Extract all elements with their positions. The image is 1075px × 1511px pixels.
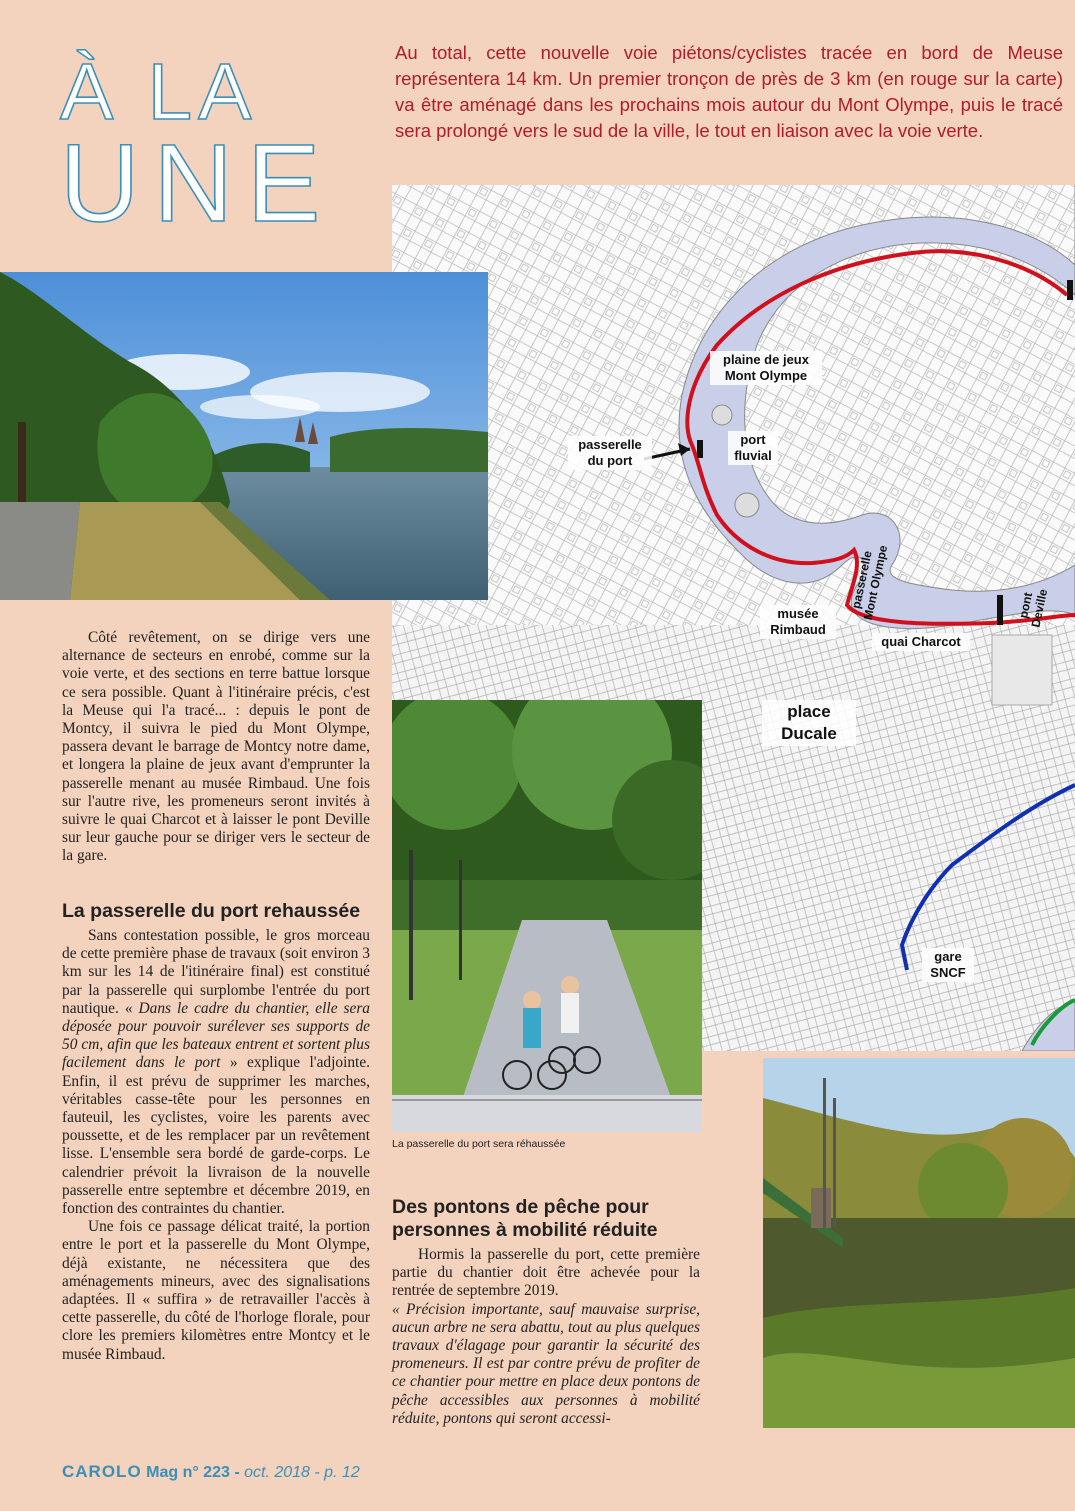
label-pont-deville: pont Deville [1016,587,1051,629]
bridge-marker [1067,280,1073,300]
paragraph: Une fois ce passage délicat traité, la portion entre le port et la passerelle du Mont Olympe, déjà existante, ne nécessitera que des aménagements mineurs, avec des signalisations adaptées. Il « suffira » de retravailler l'accès à cette passerelle, du côté de l'horloge florale, pour clore les premiers kilomètres entre Montcy et le musée Rimbaud. [62,1218,370,1363]
bridge-marker [997,595,1003,625]
text-span: » explique l'adjointe. Enfin, il est prévu de supprimer les marches, véritables casse-tête pour les personnes en fauteuil, les cyclistes, voire les parents avec poussette, et de les remplacer par un revêtement lisse. L'ensemble sera bordé de garde-corps. Le calendrier prévoit la livraison de la nouvelle passerelle entre septembre et décembre 2019, en fonction des contraintes du chantier. [62,1054,370,1218]
photo-passerelle-path [392,700,702,1132]
label-gare-sncf: gare SNCF [922,948,974,982]
section-heading-pontons: Des pontons de pêche pour personnes à mobilité réduite [392,1196,658,1241]
text-span: Sans contestation possible, le gros morceau de cette première phase de travaux (soit environ 3 km sur les 14 de l'itinéraire final) est constitué par la passerelle qui surplombe l'entrée du port nautique. « [62,927,370,1017]
article-column-3 [392,1196,700,1428]
label-place-ducale: place Ducale [762,700,856,746]
footer-brand: CAROLO [62,1462,142,1481]
photo-riverbank [0,272,488,600]
article-column-1 [62,629,370,866]
label-plaine-de-jeux: plaine de jeux Mont Olympe [710,351,822,385]
paragraph: Hormis la passerelle du port, cette première partie du chantier doit être achevée pour la rentrée de septembre 2019. [392,1246,700,1300]
title-line-2: UNE [60,122,335,245]
paragraph [62,927,370,1218]
section-title [60,47,370,245]
paragraph: Côté revêtement, on se dirige vers une alternance de secteurs en enrobé, comme sur la voie verte, et des sections en terre battue lorsque ce sera possible. Quant à l'itinéraire précis, c'est la Meuse qui l'a tracé... : depuis le pont de Montcy, il suivra le pied du Mont Olympe, passera devant le barrage de Montcy notre dame, et longera la plaine de jeux avant d'emprunter la passerelle menant au musée Rimbaud. Une fois sur l'autre rive, les promeneurs seront invités à suivre le quai Charcot et à laisser le pont Deville sur leur gauche pour se diriger vers le secteur de la gare. [62,629,370,865]
footer-date-page: oct. 2018 - p. 12 [244,1464,360,1481]
quote-span: Dans le cadre du chantier, elle sera déposée pour pouvoir surélever ses supports de 50 cm, afin que les bateaux entrent et sortent plus facilement dans le port [62,999,371,1072]
section-heading-passerelle: La passerelle du port rehaussée [62,900,361,922]
footer-issue: Mag n° 223 - [141,1464,245,1481]
label-port-fluvial: port fluvial [728,431,778,465]
photo-caption: La passerelle du port sera réhaussée [392,1138,566,1150]
label-passerelle-mont-olympe: passerelle Mont Olympe [848,543,891,622]
page-footer [62,1462,360,1482]
photo-bridge [763,1058,1075,1428]
article-column-2 [62,900,370,1364]
label-quai-charcot: quai Charcot [872,633,970,651]
quote-paragraph: « Précision importante, sauf mauvaise surprise, aucun arbre ne sera abattu, tout au plus quelques travaux d'élagage pour garantir la sécurité des promeneurs. Il est par contre prévu de profiter de ce chantier pour mettre en place deux pontons de pêche accessibles aux personnes à mobilité réduite, pontons qui seront accessi- [392,1300,700,1427]
bridge-marker [697,440,703,458]
lead-paragraph: Au total, cette nouvelle voie piétons/cyclistes tracée en bord de Meuse représentera 14 km. Un premier tronçon de près de 3 km (en rouge sur la carte) va être aménagé dans les prochains mois autour du Mont Olympe, puis le tracé sera prolongé vers le sud de la ville, le tout en liaison avec la voie verte. [395,42,1063,141]
title-line-1: À LA [60,47,258,136]
label-musee-rimbaud: musée Rimbaud [760,605,836,639]
label-passerelle-du-port: passerelle du port [568,436,652,470]
